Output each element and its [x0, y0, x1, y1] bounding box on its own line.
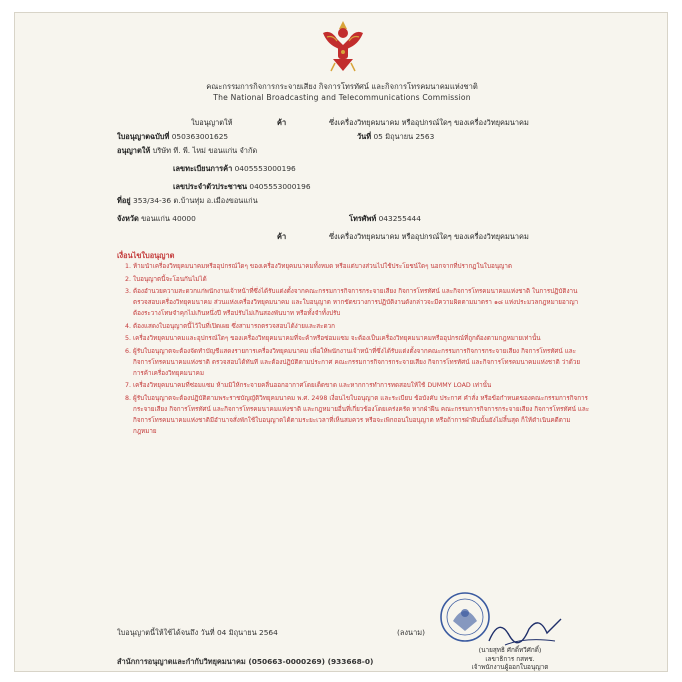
conditions-title: เงื่อนไขใบอนุญาต — [117, 251, 175, 260]
validity-row — [117, 627, 278, 639]
address-value: 353/34-36 ต.บ้านทุ่ม อ.เมืองขอนแก่น — [133, 196, 258, 205]
license-item: ซึ่งเครื่องวิทยุคมนาคม หรืออุปกรณ์ใดๆ ของเครื่องวิทยุคมนาคม — [329, 118, 529, 127]
province-value: ขอนแก่น 40000 — [141, 214, 196, 223]
conditions-list — [119, 261, 591, 438]
licensee-label: อนุญาตให้ — [117, 146, 151, 155]
org-name-english: The National Broadcasting and Telecommunications Commission — [213, 93, 471, 102]
sign-label: (ลงนาม) — [397, 628, 425, 637]
province-label: จังหวัด — [117, 214, 139, 223]
trade-registration-label: เลขทะเบียนการค้า — [173, 164, 233, 173]
license-date-row — [357, 131, 434, 143]
address-row — [117, 195, 258, 207]
citizen-id-number: 0405553000196 — [249, 182, 311, 191]
citizen-id-label: เลขประจำตัวประชาชน — [173, 182, 248, 191]
license-certificate — [14, 12, 668, 672]
condition-item: 6. ผู้รับใบอนุญาตจะต้องจัดทำบัญชีแสดงรายการเครื่องวิทยุคมนาคม เพื่อให้พนักงานเจ้าหน้าที่ซึ่งได้รับแต่งตั้งจากคณะกรรมการกิจการกระจายเสียง กิจการโทรทัศน์ และกิจการโทรคมนาคมแห่งชาติ ตรวจสอบได้ทันที และต้องปฏิบัติตามประกาศ คณะกรรมการกิจการกระจายเสียง กิจการโทรทัศน์ และกิจการโทรคมนาคมแห่งชาติ ว่าด้วย การค้าเครื่องวิทยุคมนาคม — [133, 346, 591, 379]
license-number-label: ใบอนุญาตฉบับที่ — [117, 132, 170, 141]
condition-item: 3. ต้องอำนวยความสะดวกแก่พนักงานเจ้าหน้าที่ซึ่งได้รับแต่งตั้งจากคณะกรรมการกิจการกระจายเสียง กิจการโทรทัศน์ และกิจการโทรคมนาคมแห่งชาติ ในการปฏิบัติงานตรวจสอบเครื่องวิทยุคมนาคม ส่วนแห่งเครื่องวิทยุคมนาคม และใบอนุญาต หากขัดขวางการปฏิบัติงานดังกล่าวจะมีความผิดตามมาตรา ๑๘ แห่งประมวลกฎหมายอาญา ต้องระวางโทษจำคุกไม่เกินหนึ่งปี หรือปรับไม่เกินสองพันบาท หรือทั้งจำทั้งปรับ — [133, 286, 591, 319]
org-name-thai: คณะกรรมการกิจการกระจายเสียง กิจการโทรทัศน์ และกิจการโทรคมนาคมแห่งชาติ — [206, 82, 478, 91]
issuing-office: สำนักการอนุญาตและกำกับวิทยุคมนาคม (050663-0000269) (933668-0) — [117, 657, 374, 666]
validity-prefix: ใบอนุญาตนี้ให้ใช้ได้จนถึง — [117, 628, 199, 637]
validity-date-label: วันที่ — [200, 628, 215, 637]
condition-item: 7. เครื่องวิทยุคมนาคมที่ซ่อมแซม ห้ามมิให้กระจายคลื่นออกอากาศโดยเด็ดขาด และหากการทำการทดสอบให้ใช้ DUMMY LOAD เท่านั้น — [133, 380, 591, 391]
address-label: ที่อยู่ — [117, 196, 131, 205]
phone-value: 043255444 — [378, 214, 421, 223]
validity-date: 04 มิถุนายน 2564 — [216, 628, 278, 637]
signer-block — [455, 646, 565, 672]
garuda-emblem-icon — [319, 19, 367, 75]
trade-registration-row — [173, 163, 296, 175]
license-type-2: ค้า — [277, 232, 287, 241]
condition-item: 2. ใบอนุญาตนี้จะโอนกันไม่ได้ — [133, 274, 591, 285]
license-number-row — [117, 131, 228, 143]
condition-item: 1. ห้ามนำเครื่องวิทยุคมนาคมหรืออุปกรณ์ใดๆ ของเครื่องวิทยุคมนาคมทั้งหมด หรือแต่บางส่วนไปใช้ประโยชน์ใดๆ นอกจากที่ปรากฏในใบอนุญาต — [133, 261, 591, 272]
condition-item: 4. ต้องแสดงใบอนุญาตนี้ไว้ในที่เปิดเผย ซึ่งสามารถตรวจสอบได้ง่ายและสะดวก — [133, 321, 591, 332]
license-number: 050363001625 — [171, 132, 229, 141]
license-date-label: วันที่ — [357, 132, 372, 141]
signature-icon — [485, 611, 565, 651]
condition-item: 8. ผู้รับใบอนุญาตจะต้องปฏิบัติตามพระราชบัญญัติวิทยุคมนาคม พ.ศ. 2498 เงื่อนไขใบอนุญาต และระเบียบ ข้อบังคับ ประกาศ คำสั่ง หรือข้อกำหนดของคณะกรรมการกิจการกระจายเสียง กิจการโทรทัศน์ และกิจการโทรคมนาคมแห่งชาติ และกฎหมายอื่นที่เกี่ยวข้องโดยเคร่งครัด หากฝ่าฝืน คณะกรรมการกิจการกระจายเสียง กิจการโทรทัศน์ และกิจการโทรคมนาคมแห่งชาติมีอำนาจสั่งพักใช้ใบอนุญาตได้ตามระยะเวลาที่เห็นสมควร หรือจะเพิกถอนใบอนุญาต หรือถ้าการฝ่าฝืนนั้นยังไม่สิ้นสุด ก็ให้ดำเนินคดีตามกฎหมาย — [133, 393, 591, 437]
citizen-id-row — [173, 181, 311, 193]
signer-position: เลขาธิการ กสทช. — [485, 654, 535, 663]
licensee-name: บริษัท ที. พี. ไหม่ ขอนแก่น จำกัด — [152, 146, 258, 155]
licensee-row — [117, 145, 257, 157]
license-type: ค้า — [277, 118, 287, 127]
province-row — [117, 213, 196, 225]
license-date: 05 มิถุนายน 2563 — [373, 132, 435, 141]
trade-registration-number: 0405553000196 — [234, 164, 296, 173]
phone-label: โทรศัพท์ — [349, 214, 377, 223]
grant-label: ใบอนุญาตให้ — [191, 118, 233, 127]
signer-role: เจ้าพนักงานผู้ออกใบอนุญาต — [471, 663, 549, 671]
license-item-2: ซึ่งเครื่องวิทยุคมนาคม หรืออุปกรณ์ใดๆ ของเครื่องวิทยุคมนาคม — [329, 232, 529, 241]
official-stamp-icon — [439, 591, 491, 643]
phone-row — [349, 213, 421, 225]
condition-item: 5. เครื่องวิทยุคมนาคมและอุปกรณ์ใดๆ ของเครื่องวิทยุคมนาคมที่จะค้าหรือซ่อมแซม จะต้องเป็นเครื่องวิทยุคมนาคมหรืออุปกรณ์ที่ถูกต้องตามกฎหมายเท่านั้น — [133, 333, 591, 344]
signer-name: (นายสุทธิ ศักดิ์ทวีศักดิ์) — [478, 646, 542, 654]
